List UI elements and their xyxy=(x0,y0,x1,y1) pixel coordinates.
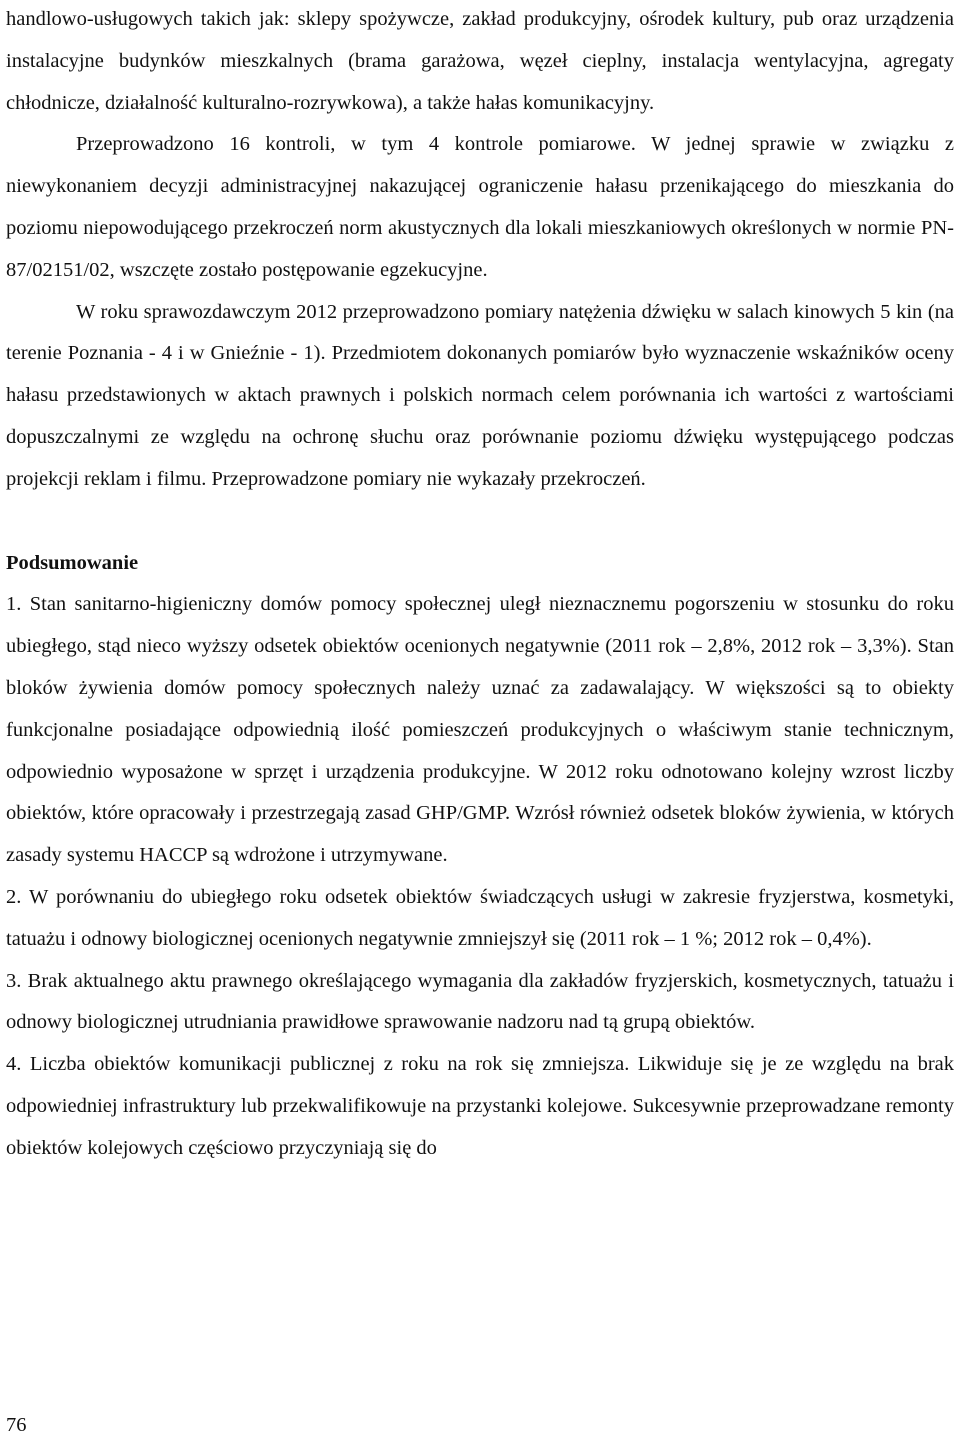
paragraph-cinema-measurements: W roku sprawozdawczym 2012 przeprowadzono pomiary natężenia dźwięku w salach kinowych 5 kin (na terenie Poznania - 4 i w Gnieźnie - 1). Przedmiotem dokonanych pomiarów było wyznaczenie wskaźników oceny hałasu przedstawionych w aktach prawnych i polskich normach celem porównania ich wartości z wartościami dopuszczalnymi ze względu na ochronę słuchu oraz porównanie poziomu dźwięku występującego podczas projekcji reklam i filmu. Przeprowadzone pomiary nie wykazały przekroczeń. xyxy=(6,300,954,490)
document-page xyxy=(6,0,954,1170)
paragraph-controls: Przeprowadzono 16 kontroli, w tym 4 kontrole pomiarowe. W jednej sprawie w związku z niewykonaniem decyzji administracyjnej nakazującej ograniczenie hałasu przenikającego do mieszkania do poziomu niepowodującego przekroczeń norm akustycznych dla lokali mieszkaniowych określonych w normie PN-87/02151/02, wszczęte zostało postępowanie egzekucyjne. xyxy=(6,133,954,281)
paragraph-noise-sources: handlowo-usługowych takich jak: sklepy spożywcze, zakład produkcyjny, ośrodek kultury, pub oraz urządzenia instalacyjne budynków mieszkalnych (brama garażowa, węzeł cieplny, instalacja wentylacyjna, agregaty chłodnicze, działalność kulturalno-rozrywkowa), a także hałas komunikacyjny. xyxy=(6,8,954,114)
summary-item-2: 2. W porównaniu do ubiegłego roku odsetek obiektów świadczących usługi w zakresie fryzjerstwa, kosmetyki, tatuażu i odnowy biologicznej ocenionych negatywnie zmniejszył się (2011 rok – 1 %; 2012 rok – 0,4%). xyxy=(6,885,954,950)
summary-item-4: 4. Liczba obiektów komunikacji publicznej z roku na rok się zmniejsza. Likwiduje się je ze względu na brak odpowiedniej infrastruktury lub przekwalifikowuje na przystanki kolejowe. Sukcesywnie przeprowadzane remonty obiektów kolejowych częściowo przyczyniają się do xyxy=(6,1053,954,1159)
summary-item-3: 3. Brak aktualnego aktu prawnego określającego wymagania dla zakładów fryzjerskich, kosmetycznych, tatuażu i odnowy biologicznej utrudniania prawidłowe sprawowanie nadzoru nad tą grupą obiektów. xyxy=(6,969,954,1034)
section-title-summary: Podsumowanie xyxy=(6,551,139,574)
page-number: 76 xyxy=(6,1414,27,1436)
summary-item-1: 1. Stan sanitarno-higieniczny domów pomocy społecznej uległ nieznacznemu pogorszeniu w stosunku do roku ubiegłego, stąd nieco wyższy odsetek obiektów ocenionych negatywnie (2011 rok – 2,8%, 2012 rok – 3,3%). Stan bloków żywienia domów pomocy społecznych należy uznać za zadawalający. W większości są to obiekty funkcjonalne posiadające odpowiednią ilość pomieszczeń produkcyjnych o właściwym stanie technicznym, odpowiednio wyposażone w sprzęt i urządzenia produkcyjne. W 2012 roku odnotowano kolejny wzrost liczby obiektów, które opracowały i przestrzegają zasad GHP/GMP. Wzrósł również odsetek bloków żywienia, w których zasady systemu HACCP są wdrożone i utrzymywane. xyxy=(6,593,954,867)
